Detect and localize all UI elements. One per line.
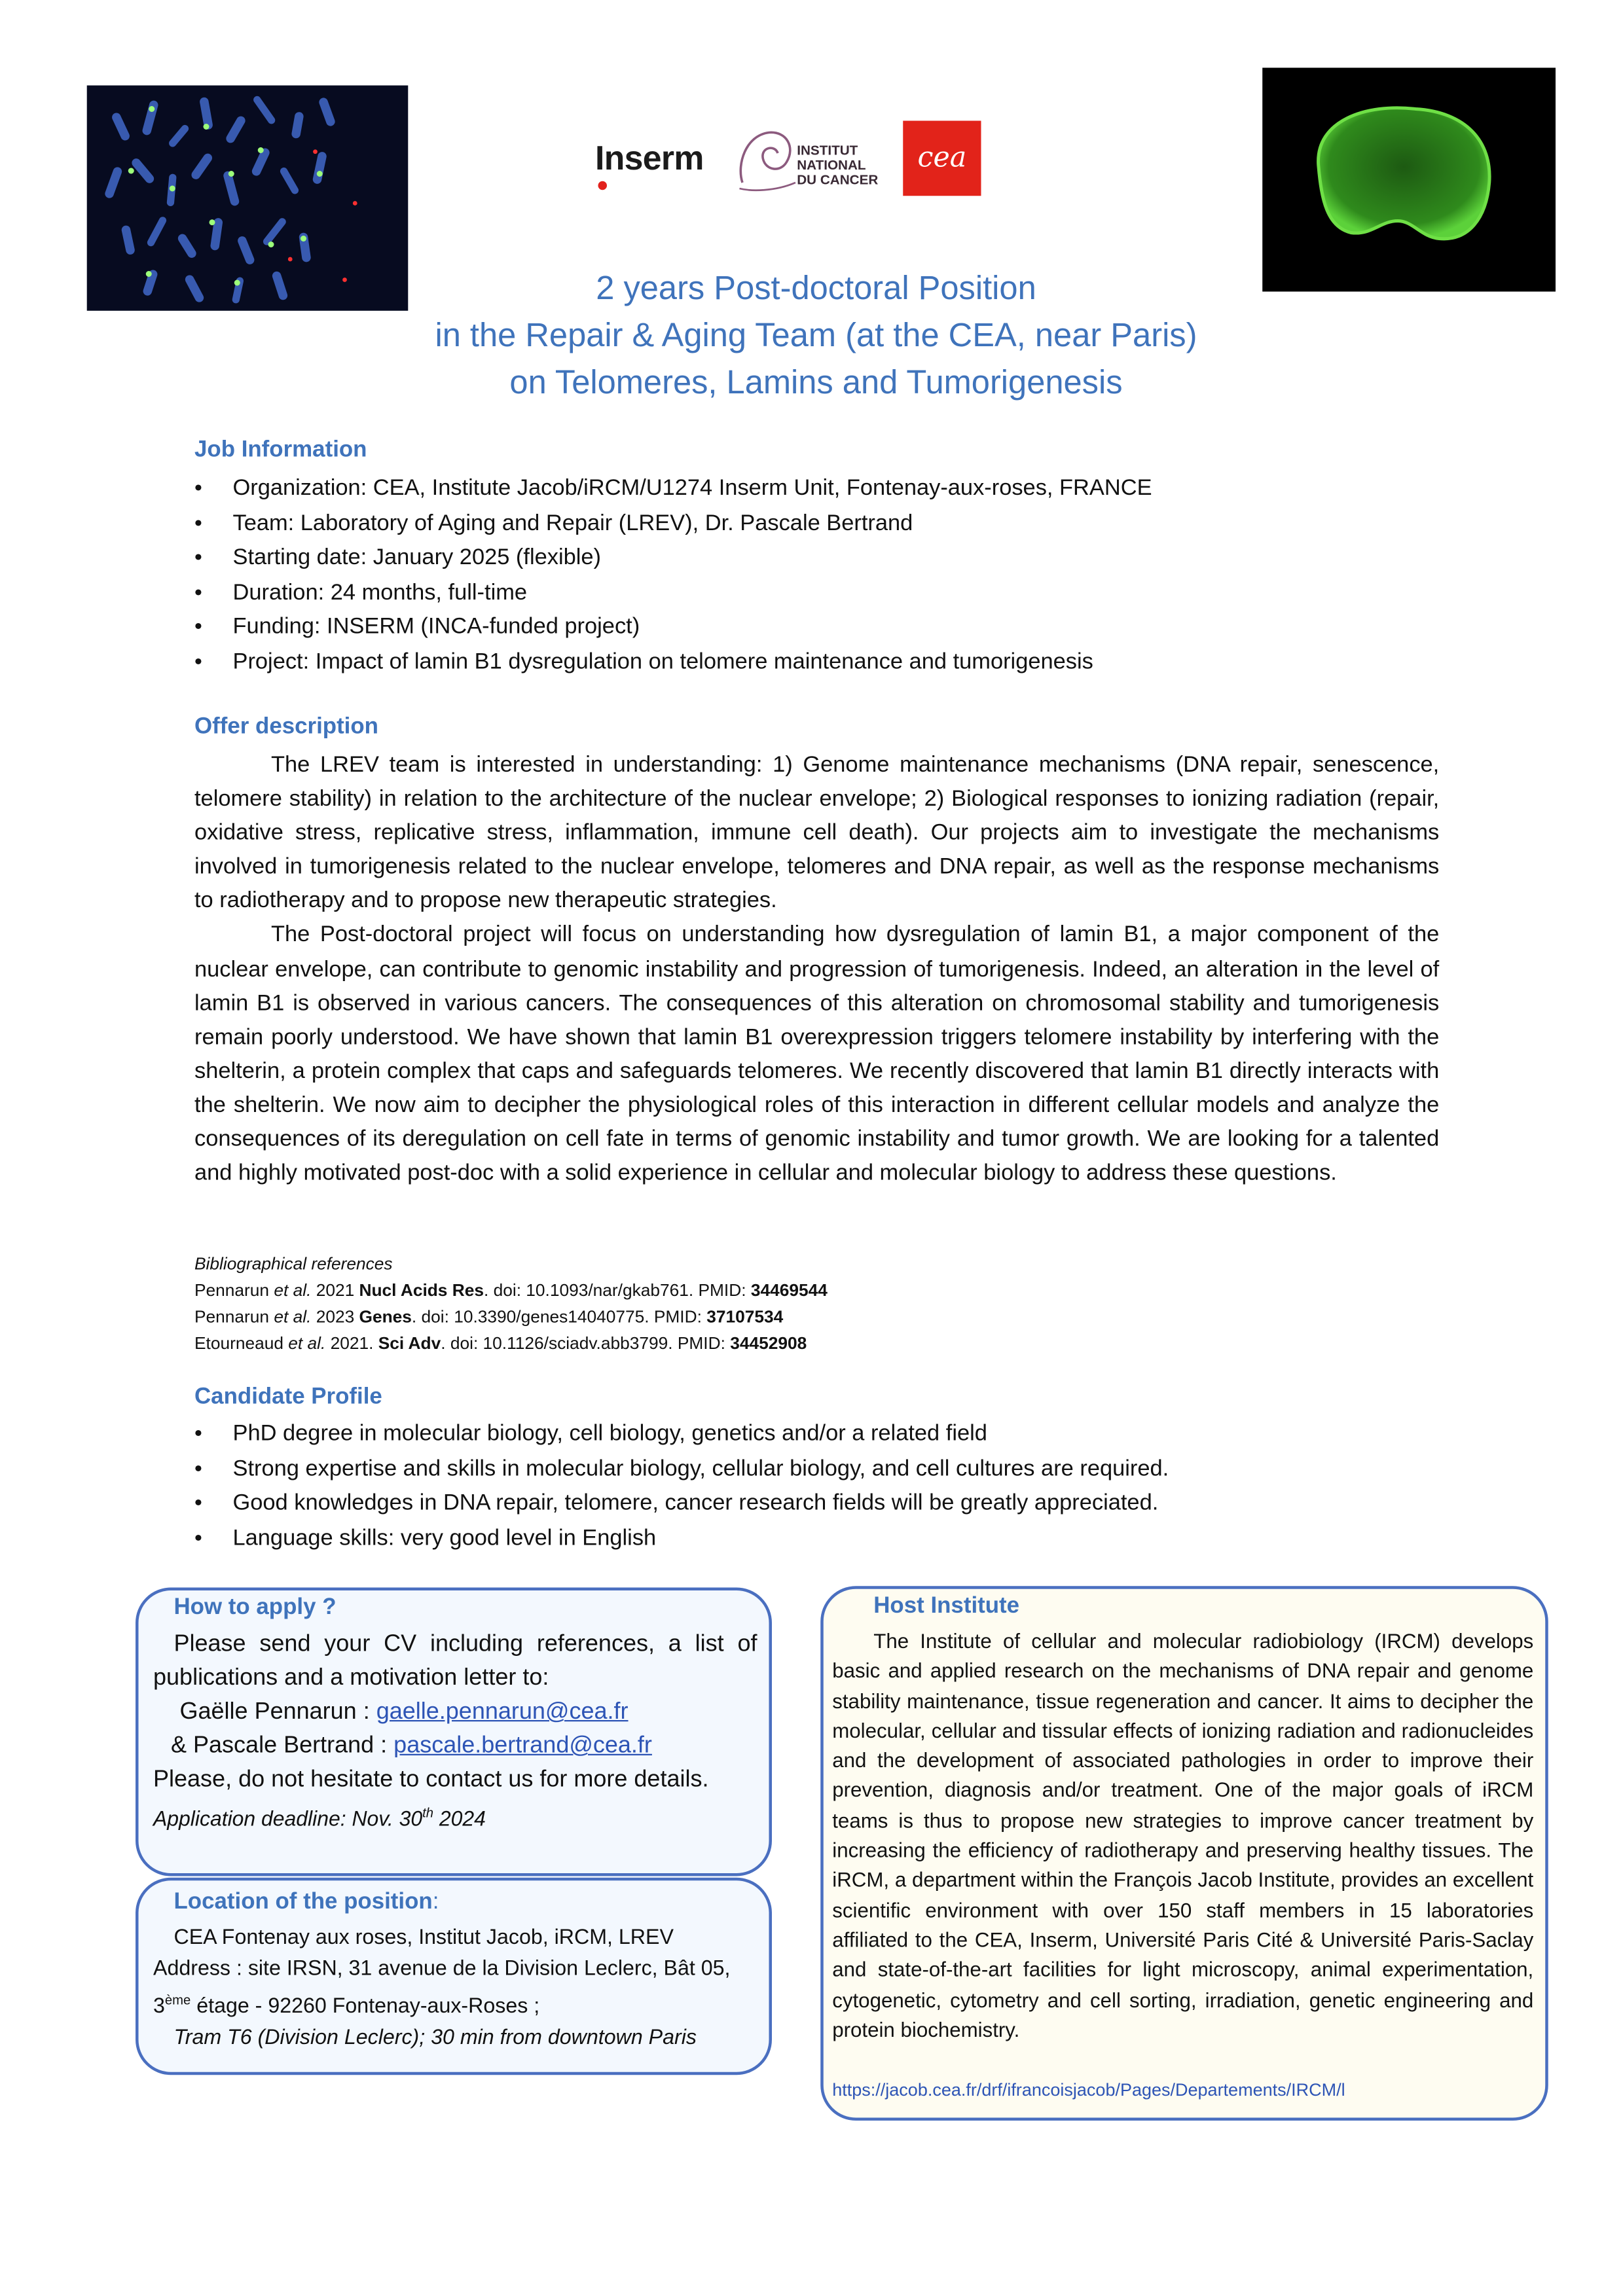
nucleus-fluorescence-image	[1262, 68, 1556, 292]
inserm-logo: Inserm	[595, 138, 704, 177]
bibliography	[194, 1252, 1226, 1358]
candidate-heading: Candidate Profile	[194, 1384, 382, 1410]
location-line-3: 3ème étage - 92260 Fontenay-aux-Roses ;	[153, 1992, 540, 2019]
job-info-heading: Job Information	[194, 437, 367, 463]
offer-paragraph-1: The LREV team is interested in understanding: 1) Genome maintenance mechanisms (DNA repair, senescence, telomere stability) in relation to the architecture of the nuclear envelope; 2) Biological responses to ionizing radiation (repair, oxidative stress, replicative stress, inflammation, immune cell death). Our projects aim to investigate the mechanisms involved in tumorigenesis related to the nuclear envelope, telomeres and DNA repair, as well as the response mechanisms to radiotherapy and to propose new therapeutic strategies.	[194, 752, 1440, 914]
title-line-2: in the Repair & Aging Team (at the CEA, near Paris)	[435, 316, 1197, 353]
reference-item: Etourneaud et al. 2021. Sci Adv. doi: 10.1126/sciadv.abb3799. PMID: 34452908	[194, 1334, 807, 1354]
inca-logo-mark-icon	[731, 124, 801, 194]
inca-logo-text: INSTITUT NATIONAL DU CANCER	[797, 143, 879, 187]
reference-item: Pennarun et al. 2021 Nucl Acids Res. doi: 10.1093/nar/gkab761. PMID: 34469544	[194, 1281, 828, 1300]
list-item: • Starting date: January 2025 (flexible)	[194, 541, 1491, 575]
list-item: • PhD degree in molecular biology, cell biology, genetics and/or a related field	[194, 1417, 1491, 1452]
list-item: • Organization: CEA, Institute Jacob/iRCM/U1274 Inserm Unit, Fontenay-aux-roses, FRANCE	[194, 471, 1491, 506]
reference-item: Pennarun et al. 2023 Genes. doi: 10.3390/genes14040775. PMID: 37107534	[194, 1308, 784, 1327]
job-info-list	[194, 471, 1491, 679]
title-line-1: 2 years Post-doctoral Position	[596, 269, 1036, 306]
offer-paragraph-2: The Post-doctoral project will focus on understanding how dysregulation of lamin B1, a major component of the nuclear envelope, can contribute to genomic instability and progression of tumorigenesis. Indeed, an alteration in the level of lamin B1 is observed in various cancers. The consequences of this alteration on chromosomal stability and tumorigenesis remain poorly understood. We have shown that lamin B1 overexpression triggers telomere instability by interfering with the shelterin, a protein complex that caps and safeguards telomeres. We recently discovered that lamin B1 directly interacts with the shelterin. We now aim to decipher the physiological roles of this interaction in different cellular models and analyze the consequences of its deregulation on cell fate in terms of genomic instability and tumor growth. We are looking for a talented and highly motivated post-doc with a solid experience in cellular and molecular biology to address these questions.	[194, 922, 1440, 1186]
location-heading: Location of the position:	[173, 1889, 439, 1914]
inserm-logo-dot	[598, 181, 608, 190]
how-to-apply-text	[153, 1627, 757, 1837]
location-box	[136, 1878, 772, 2075]
location-text	[153, 1924, 765, 2054]
title-line-3: on Telomeres, Lamins and Tumorigenesis	[509, 363, 1123, 401]
host-institute-link[interactable]: https://jacob.cea.fr/drf/ifrancoisjacob/Pages/Departements/IRCM/l	[832, 2079, 1345, 2100]
contact-2-email-link[interactable]: pascale.bertrand@cea.fr	[393, 1733, 652, 1759]
offer-description	[194, 748, 1439, 1190]
apply-contact-note: Please, do not hesitate to contact us for more details.	[153, 1767, 709, 1793]
candidate-list	[194, 1417, 1491, 1556]
contact-2: & Pascale Bertrand : pascale.bertrand@cea.fr	[171, 1733, 652, 1759]
location-line-1: CEA Fontenay aux roses, Institut Jacob, iRCM, LREV	[173, 1926, 674, 1950]
how-to-apply-box	[136, 1588, 772, 1876]
list-item: • Duration: 24 months, full-time	[194, 575, 1491, 610]
partner-logos	[595, 121, 981, 202]
cea-logo: cea	[903, 121, 981, 196]
job-title	[0, 265, 1623, 406]
list-item: • Language skills: very good level in English	[194, 1520, 1491, 1555]
host-institute-text: The Institute of cellular and molecular radiobiology (IRCM) develops basic and applied research on the mechanisms of DNA repair and genome stability maintenance, tissue regeneration and cancer. It aims to decipher the molecular, cellular and tissular effects of ionizing radiation and radionucleides and the development of associated pathologies in order to improve their prevention, diagnosis and/or treatment. One of the major goals of iRCM teams is thus to propose new strategies to improve cancer treatment by increasing the efficiency of radiotherapy and preserving healthy tissues. The iRCM, a department within the François Jacob Institute, provides an excellent scientific environment with over 150 staff members in 15 laboratories affiliated to the CEA, Inserm, Université Paris Cité & Université Paris-Saclay and state-of-the-art facilities for light microscopy, animal experimentation, cytogenetic, cytometry and cell sorting, irradiation, genetic engineering and protein biochemistry.	[832, 1628, 1534, 2041]
apply-instructions: Please send your CV including references, a list of publications and a motivation letter to:	[153, 1632, 757, 1691]
list-item: • Good knowledges in DNA repair, telomere, cancer research fields will be greatly appreciated.	[194, 1486, 1491, 1520]
offer-heading: Offer description	[194, 714, 379, 740]
contact-1-email-link[interactable]: gaelle.pennarun@cea.fr	[376, 1699, 629, 1725]
host-institute-heading: Host Institute	[873, 1593, 1020, 1619]
list-item: • Project: Impact of lamin B1 dysregulation on telomere maintenance and tumorigenesis	[194, 644, 1491, 679]
host-institute-box	[820, 1586, 1548, 2121]
application-deadline: Application deadline: Nov. 30th 2024	[153, 1805, 486, 1832]
list-item: • Strong expertise and skills in molecular biology, cellular biology, and cell cultures are required.	[194, 1451, 1491, 1486]
list-item: • Team: Laboratory of Aging and Repair (LREV), Dr. Pascale Bertrand	[194, 506, 1491, 541]
bibliography-caption: Bibliographical references	[194, 1255, 393, 1274]
location-line-2: Address : site IRSN, 31 avenue de la Division Leclerc, Bât 05,	[153, 1957, 731, 1981]
how-to-apply-heading: How to apply ?	[173, 1594, 337, 1620]
location-transport: Tram T6 (Division Leclerc); 30 min from downtown Paris	[173, 2026, 697, 2050]
contact-1: Gaëlle Pennarun : gaelle.pennarun@cea.fr	[179, 1699, 629, 1725]
list-item: • Funding: INSERM (INCA-funded project)	[194, 610, 1491, 645]
